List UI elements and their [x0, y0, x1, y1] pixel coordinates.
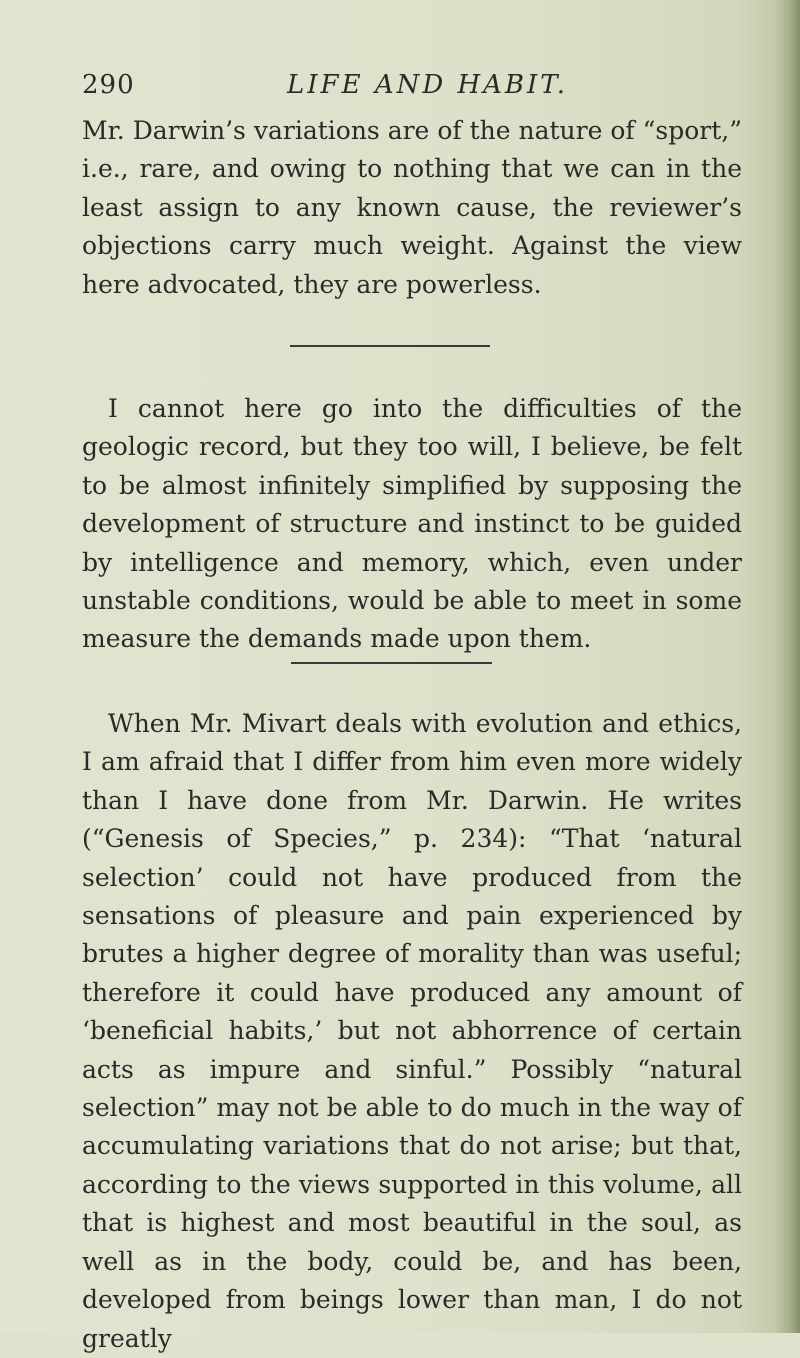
page-edge-shadow: [774, 0, 800, 1333]
section-divider-2: [291, 662, 492, 664]
page-number: 290: [82, 70, 135, 100]
section-divider-1: [290, 345, 490, 347]
paragraph-2: I cannot here go into the difficulties of the geologic record, but they too will, I believe, be felt to be almost infinitely simplified by supposing the development of structure and instinct to be guided by intelligence and memory, which, even under unstable conditions, would be able to meet in some measure the demands made upon them.: [82, 394, 742, 654]
paragraph-3: When Mr. Mivart deals with evolution and ethics, I am afraid that I differ from him even more widely than I have done from Mr. Darwin. He writes (“Genesis of Species,” p. 234): “That ‘natural selection’ could not have produced from the sensations of pleasure and pain experienced by brutes a higher degree of morality than was useful; therefore it could have produced any amount of ‘beneficial habits,’ but not abhorrence of certain acts as impure and sinful.” Possibly “natural selection” may not be able to do much in the way of accumulating variations that do not arise; but that, according to the views supported in this volume, all that is highest and most beautiful in the soul, as well as in the body, could be, and has been, developed from beings lower than man, I do not greatly: [82, 709, 742, 1353]
page-header: [82, 70, 742, 110]
paragraph-1: Mr. Darwin’s variations are of the nature of “sport,” i.e., rare, and owing to nothing that we can in the least assign to any known cause, the reviewer’s objections carry much weight. Against the view here advocated, they are powerless.: [82, 116, 742, 299]
running-title: LIFE AND HABIT.: [287, 70, 569, 100]
